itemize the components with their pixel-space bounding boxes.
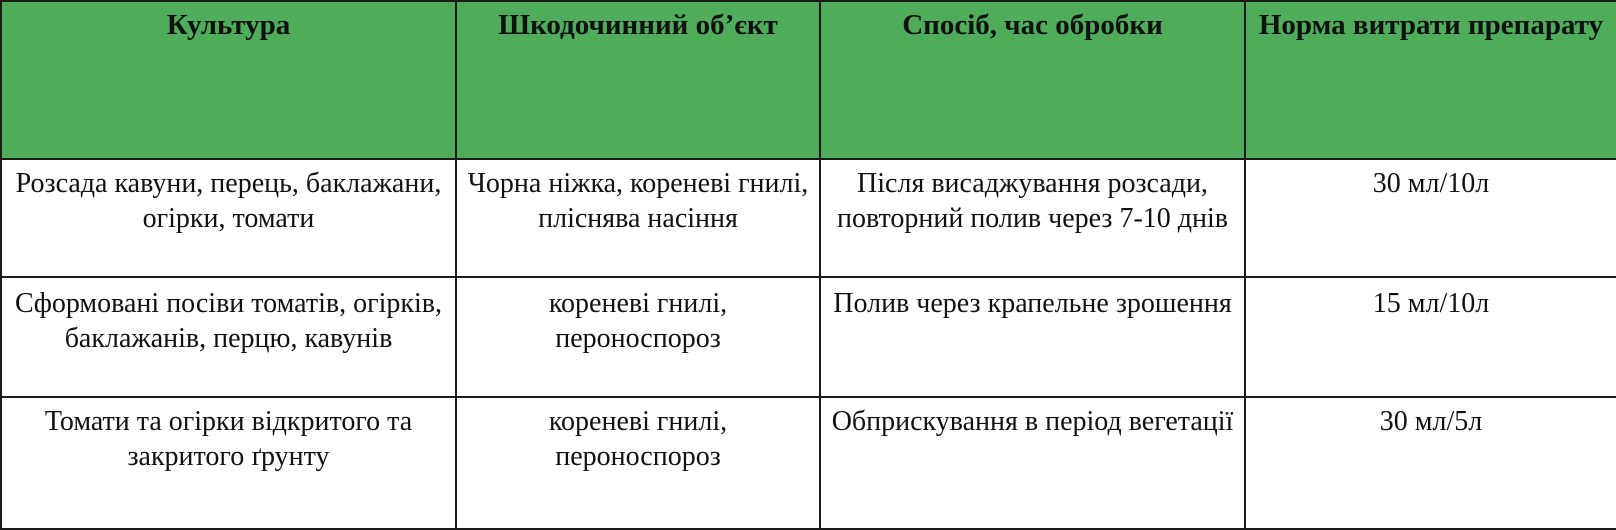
header-row: [1, 1, 1616, 159]
table-body: [1, 159, 1616, 529]
header-culture: Культура: [1, 1, 456, 159]
table-header: [1, 1, 1616, 159]
header-method: Спосіб, час обробки: [820, 1, 1245, 159]
cell-method: Обприскування в період вегетації: [820, 397, 1245, 529]
cell-rate: 30 мл/10л: [1245, 159, 1616, 277]
cell-culture: Сформовані посіви томатів, огірків, баклажанів, перцю, кавунів: [1, 277, 456, 397]
table-row: [1, 277, 1616, 397]
cell-culture: Томати та огірки відкритого та закритого ґрунту: [1, 397, 456, 529]
header-target: Шкодочинний об’єкт: [456, 1, 820, 159]
cell-culture: Розсада кавуни, перець, баклажани, огірки, томати: [1, 159, 456, 277]
header-rate: Норма витрати препарату: [1245, 1, 1616, 159]
cell-target: Чорна ніжка, кореневі гнилі, пліснява насіння: [456, 159, 820, 277]
cell-rate: 30 мл/5л: [1245, 397, 1616, 529]
cell-target: кореневі гнилі, пероноспороз: [456, 397, 820, 529]
cell-method: Полив через крапельне зрошення: [820, 277, 1245, 397]
cell-target: кореневі гнилі, пероноспороз: [456, 277, 820, 397]
cell-method: Після висаджування розсади, повторний полив через 7-10 днів: [820, 159, 1245, 277]
cell-rate: 15 мл/10л: [1245, 277, 1616, 397]
table-row: [1, 397, 1616, 529]
table-row: [1, 159, 1616, 277]
